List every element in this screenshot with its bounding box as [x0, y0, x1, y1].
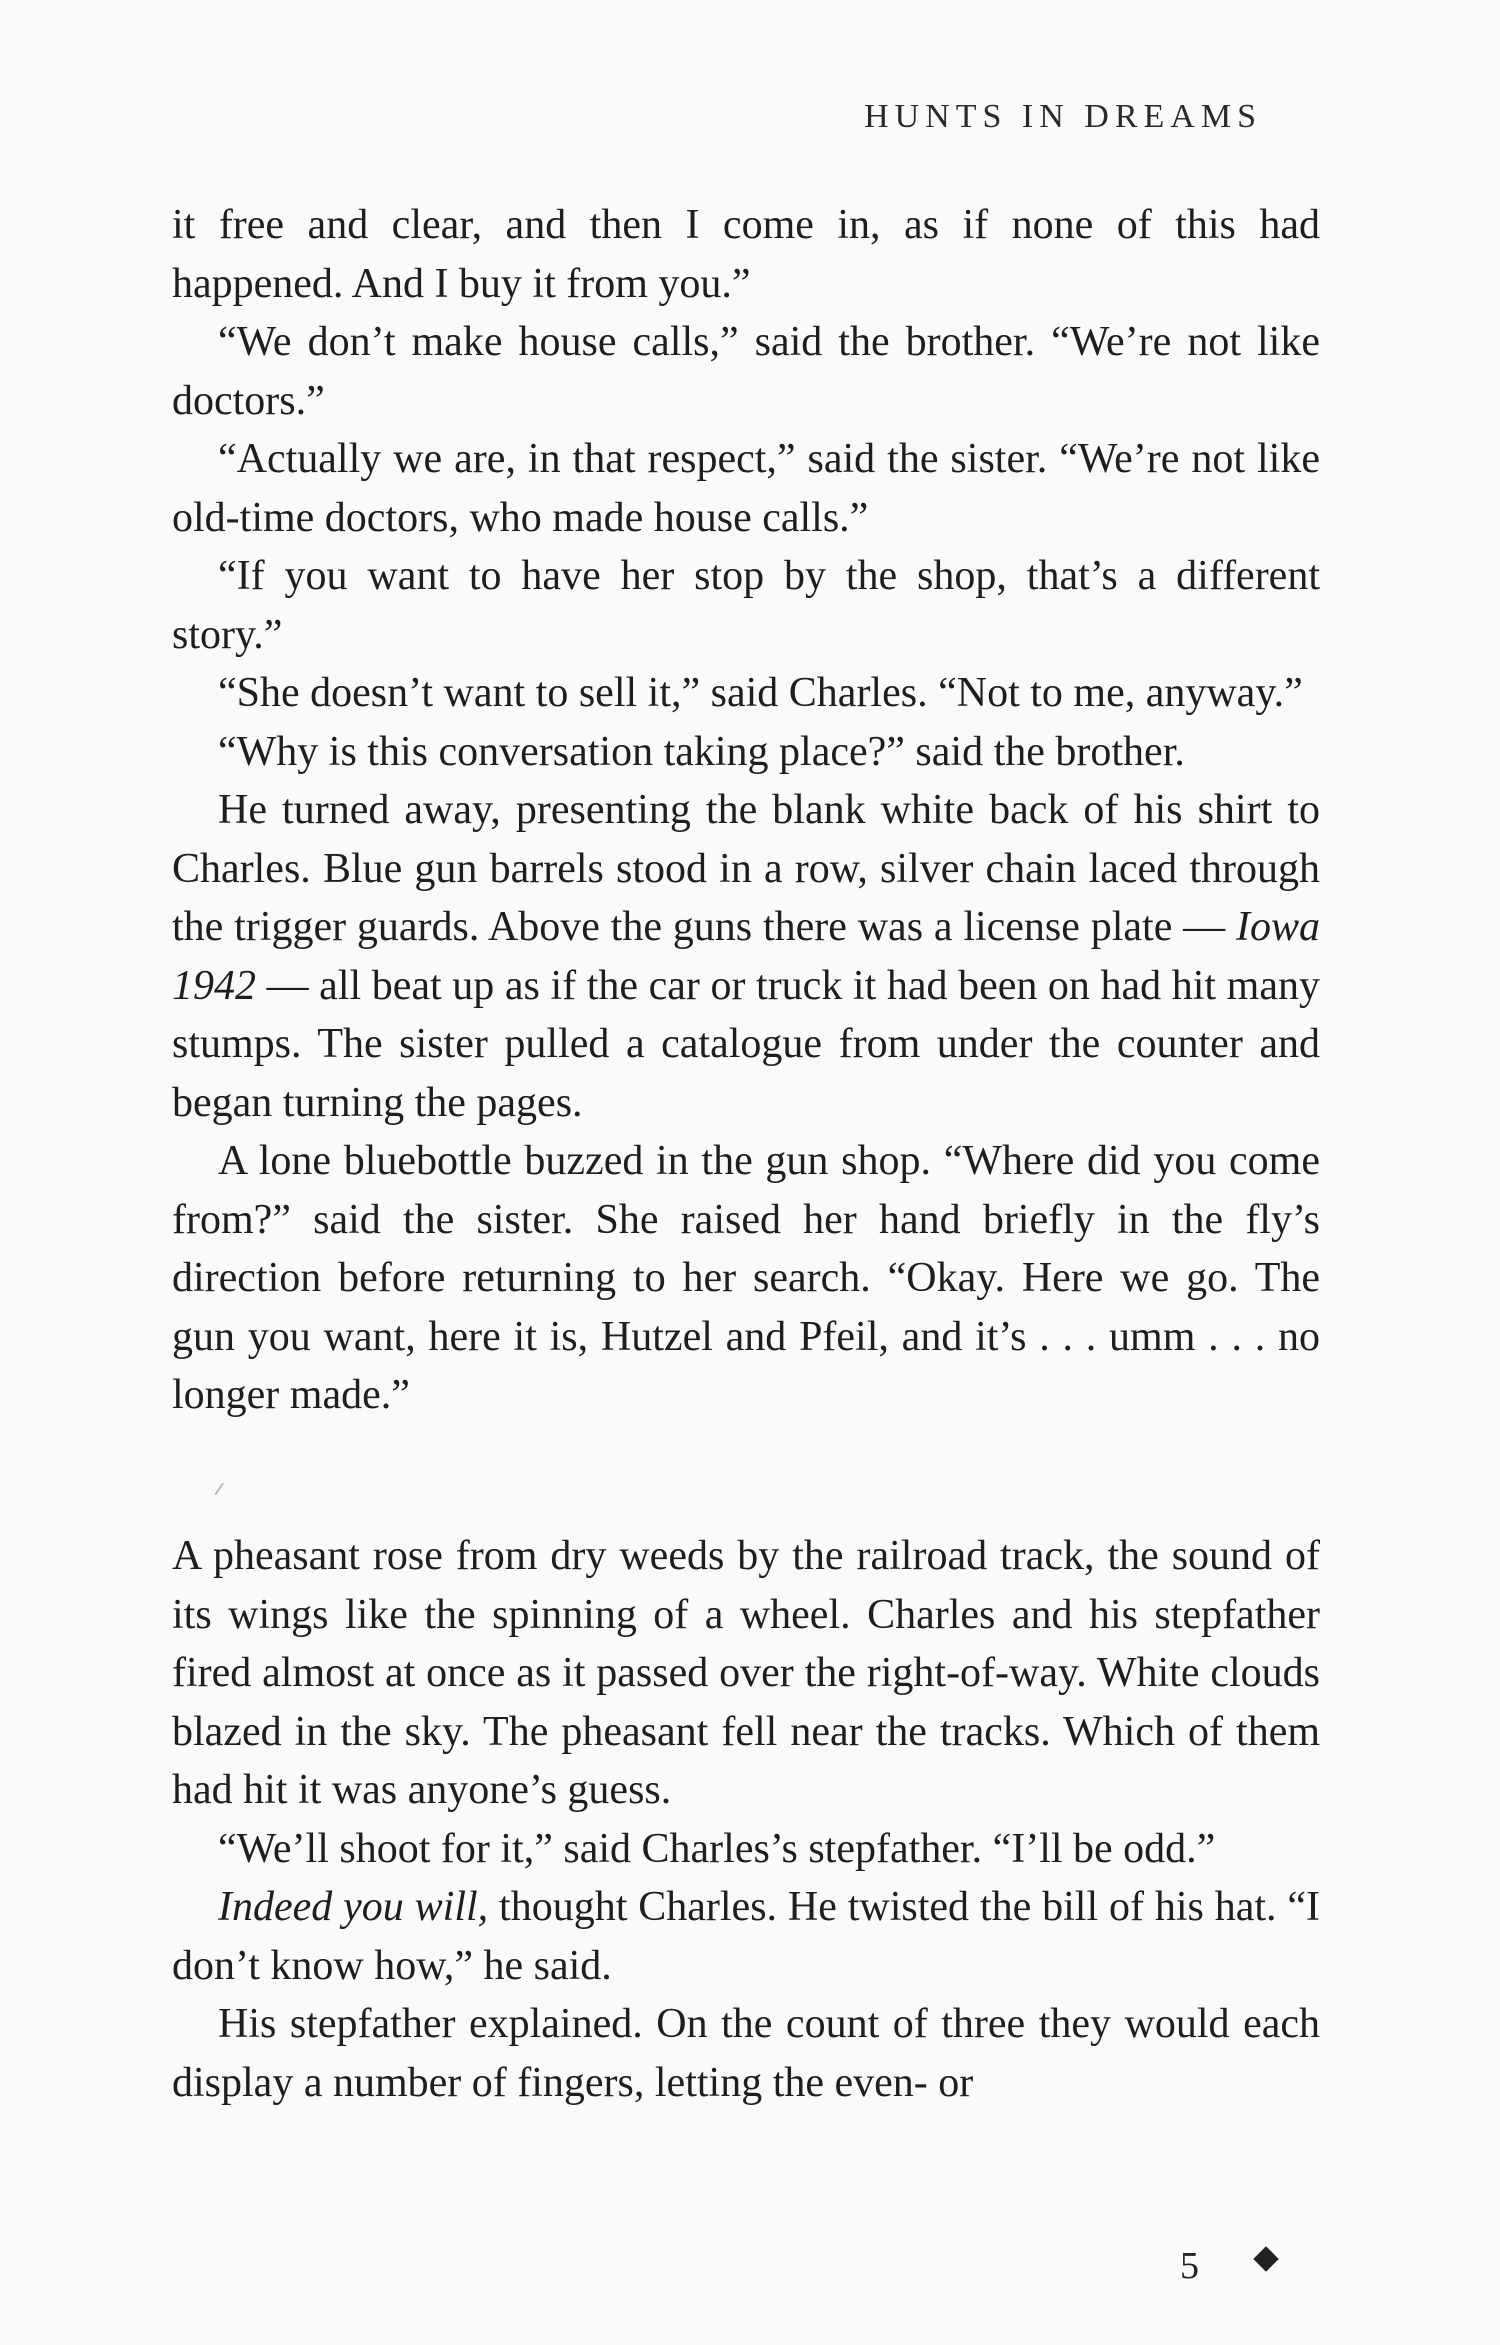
- paragraph: His stepfather explained. On the count of three they would each display a number of fingers, letting the even- or: [172, 2001, 1320, 2106]
- text-section-2: [172, 1527, 1320, 2112]
- paragraph: “Why is this conversation taking place?” said the brother.: [218, 728, 1185, 775]
- diamond-ornament-icon: [1253, 2246, 1278, 2271]
- page-number: 5: [1180, 2245, 1199, 2287]
- text-run: thought Charles. He twisted the bill of his hat. “I don’t know how,” he said.: [172, 1884, 1321, 1989]
- paragraph: “If you want to have her stop by the shop, that’s a different story.”: [172, 553, 1320, 658]
- paragraph: “She doesn’t want to sell it,” said Charles. “Not to me, anyway.”: [218, 670, 1303, 716]
- paragraph: “We’ll shoot for it,” said Charles’s stepfather. “I’ll be odd.”: [218, 1825, 1216, 1872]
- paragraph: “Actually we are, in that respect,” said the sister. “We’re not like old-time doctors, who made house calls.”: [172, 436, 1320, 541]
- paragraph: [172, 1878, 1320, 1995]
- text-run: — all beat up as if the car or truck it had been on had hit many stumps. The sister pulled a catalogue from under the counter and began turning the pages.: [172, 962, 1320, 1126]
- paragraph: A lone bluebottle buzzed in the gun shop. “Where did you come from?” said the sister. She raised her hand briefly in the fly’s direction before returning to her search. “Okay. Here we go. The gun you want, here it is, Hutzel and Pfeil, and it’s . . . umm . . . no longer made.”: [172, 1138, 1320, 1418]
- paragraph: it free and clear, and then I come in, as if none of this had happened. And I buy it from you.”: [172, 202, 1320, 307]
- paragraph: “We don’t make house calls,” said the brother. “We’re not like doctors.”: [172, 319, 1320, 424]
- text-run: He turned away, presenting the blank white back of his shirt to Charles. Blue gun barrels stood in a row, silver chain laced through the trigger guards. Above the guns there was a license plate —: [172, 787, 1320, 950]
- text-section-1: [172, 196, 1320, 1425]
- paragraph: A pheasant rose from dry weeds by the railroad track, the sound of its wings like the spinning of a wheel. Charles and his stepfather fired almost at once as it passed over the right-of-way. White clouds blazed in the sky. The pheasant fell near the tracks. Which of them had hit it was anyone’s guess.: [172, 1533, 1320, 1813]
- italic-text: Indeed you will,: [218, 1884, 489, 1930]
- running-head: HUNTS IN DREAMS: [864, 98, 1262, 135]
- italic-text: Iowa 1942: [172, 904, 1320, 1009]
- paragraph: [172, 781, 1320, 1132]
- section-break-mark: [214, 1483, 223, 1495]
